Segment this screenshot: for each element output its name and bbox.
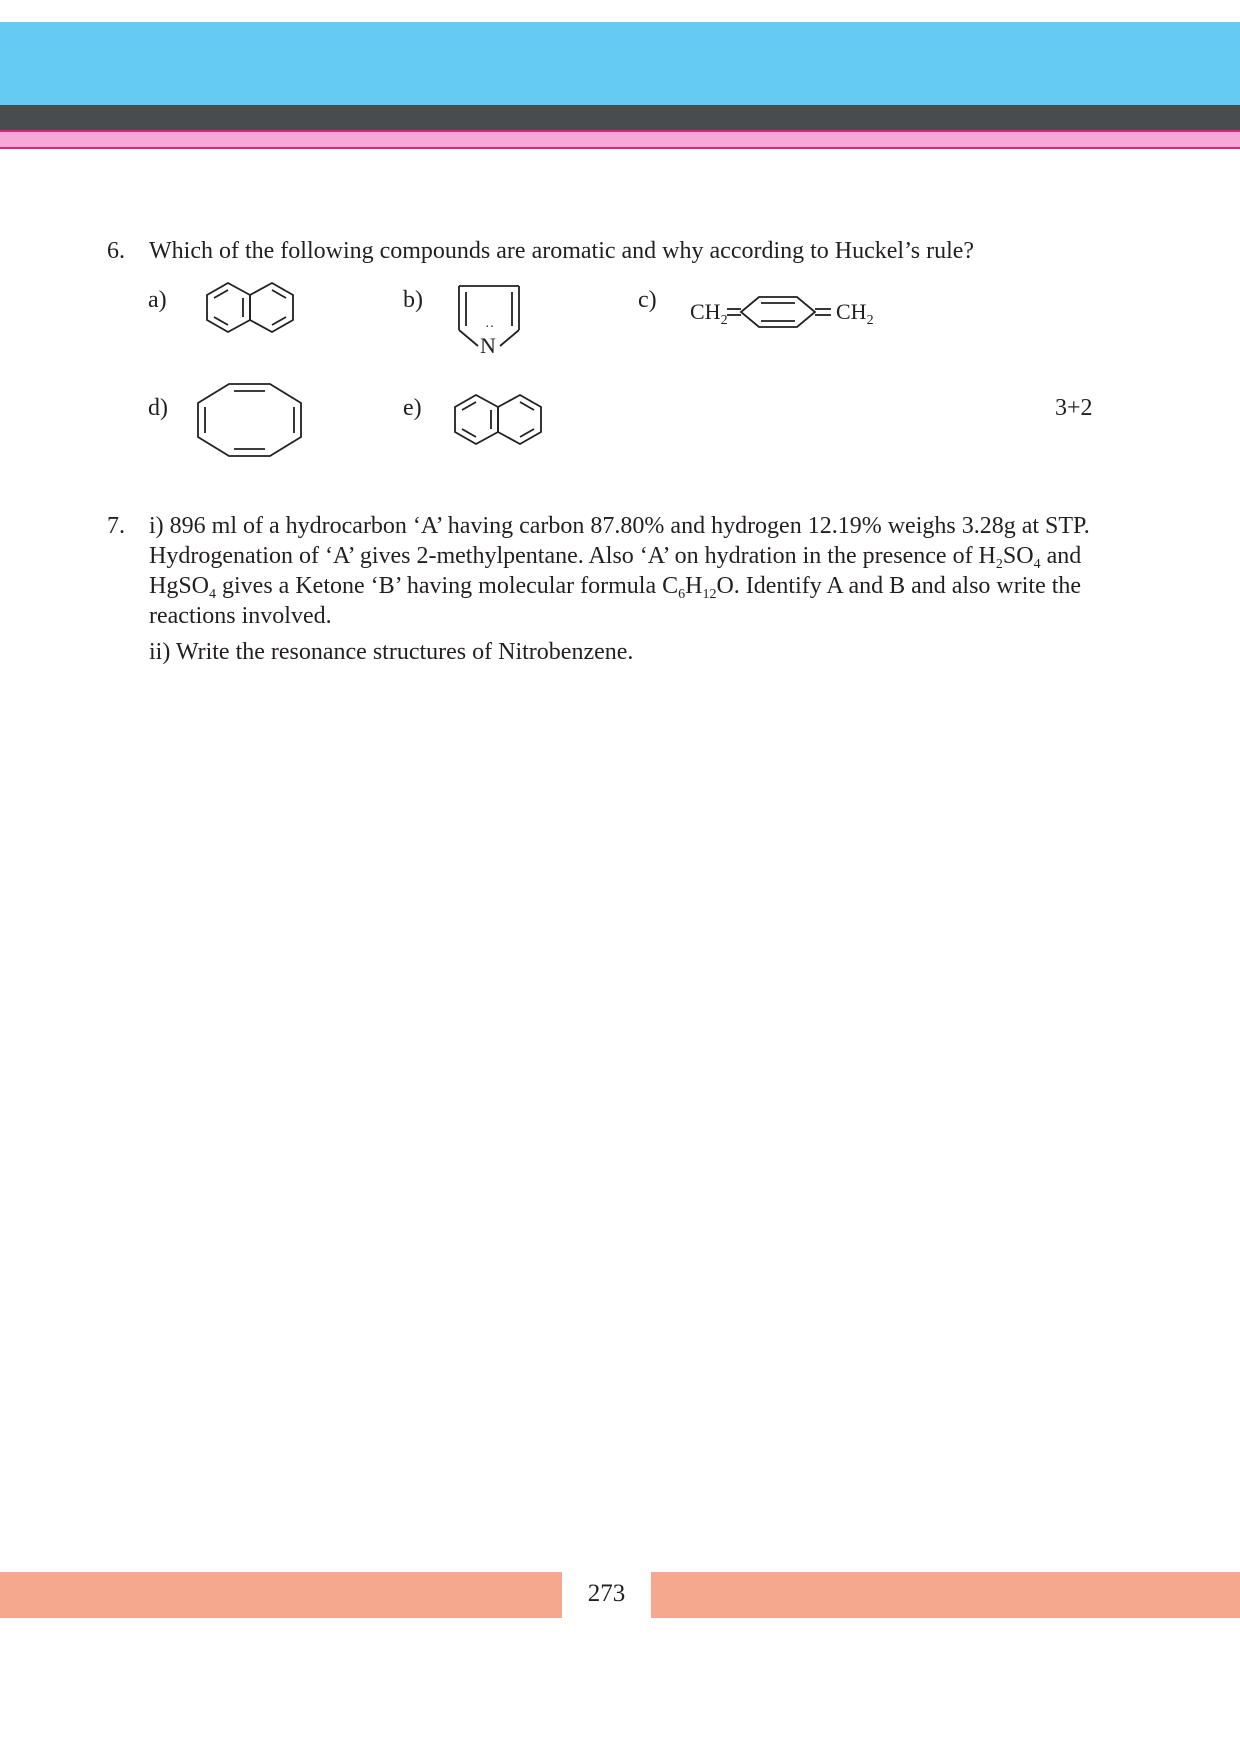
pyridine-nitrogen-atom: N <box>480 333 496 358</box>
header-band-blue <box>0 22 1240 105</box>
question-6-number: 6. <box>107 238 125 264</box>
naphthalene-structure-e <box>452 392 552 456</box>
option-b-label: b) <box>403 287 423 313</box>
header-band-dark <box>0 105 1240 130</box>
q7-line-3: HgSO$_4$ gives a Ketone ‘B’ having molecular formula $C_6H_{12}O$. Identify A and B and also write the <box>149 573 1082 602</box>
q7-line-2: Hydrogenation of ‘A’ gives 2-methylpentane. Also ‘A’ on hydration in the presence of $H_2SO_4$ and <box>149 543 1082 572</box>
footer-band-right <box>651 1572 1240 1618</box>
quinone-left-group: $CH_2$ <box>690 299 728 328</box>
q7-line-4: reactions involved. <box>149 603 332 629</box>
quinodimethane-ring-c <box>727 293 835 335</box>
question-6-marks: 3+2 <box>1055 395 1093 421</box>
q7-line-1: i) 896 ml of a hydrocarbon ‘A’ having carbon 87.80% and hydrogen 12.19% weighs 3.28g at STP. <box>149 513 1090 539</box>
cyclooctatetraene-structure-d <box>196 381 306 459</box>
option-a-label: a) <box>148 287 167 313</box>
option-d-label: d) <box>148 395 168 421</box>
question-7-part-1 <box>149 511 1095 631</box>
option-e-label: e) <box>403 395 422 421</box>
question-7-number: 7. <box>107 513 125 539</box>
footer-band-left <box>0 1572 562 1618</box>
question-7-part-2: ii) Write the resonance structures of Nitrobenzene. <box>149 639 634 665</box>
page-number: 273 <box>587 1580 626 1607</box>
quinone-right-group: $CH_2$ <box>836 299 874 328</box>
header-band-pink <box>0 130 1240 149</box>
lone-pair-dots: ·· <box>485 320 495 335</box>
naphthalene-structure-a <box>204 280 304 344</box>
question-6-text: Which of the following compounds are aromatic and why according to Huckel’s rule? <box>149 238 975 264</box>
option-c-label: c) <box>638 287 657 313</box>
